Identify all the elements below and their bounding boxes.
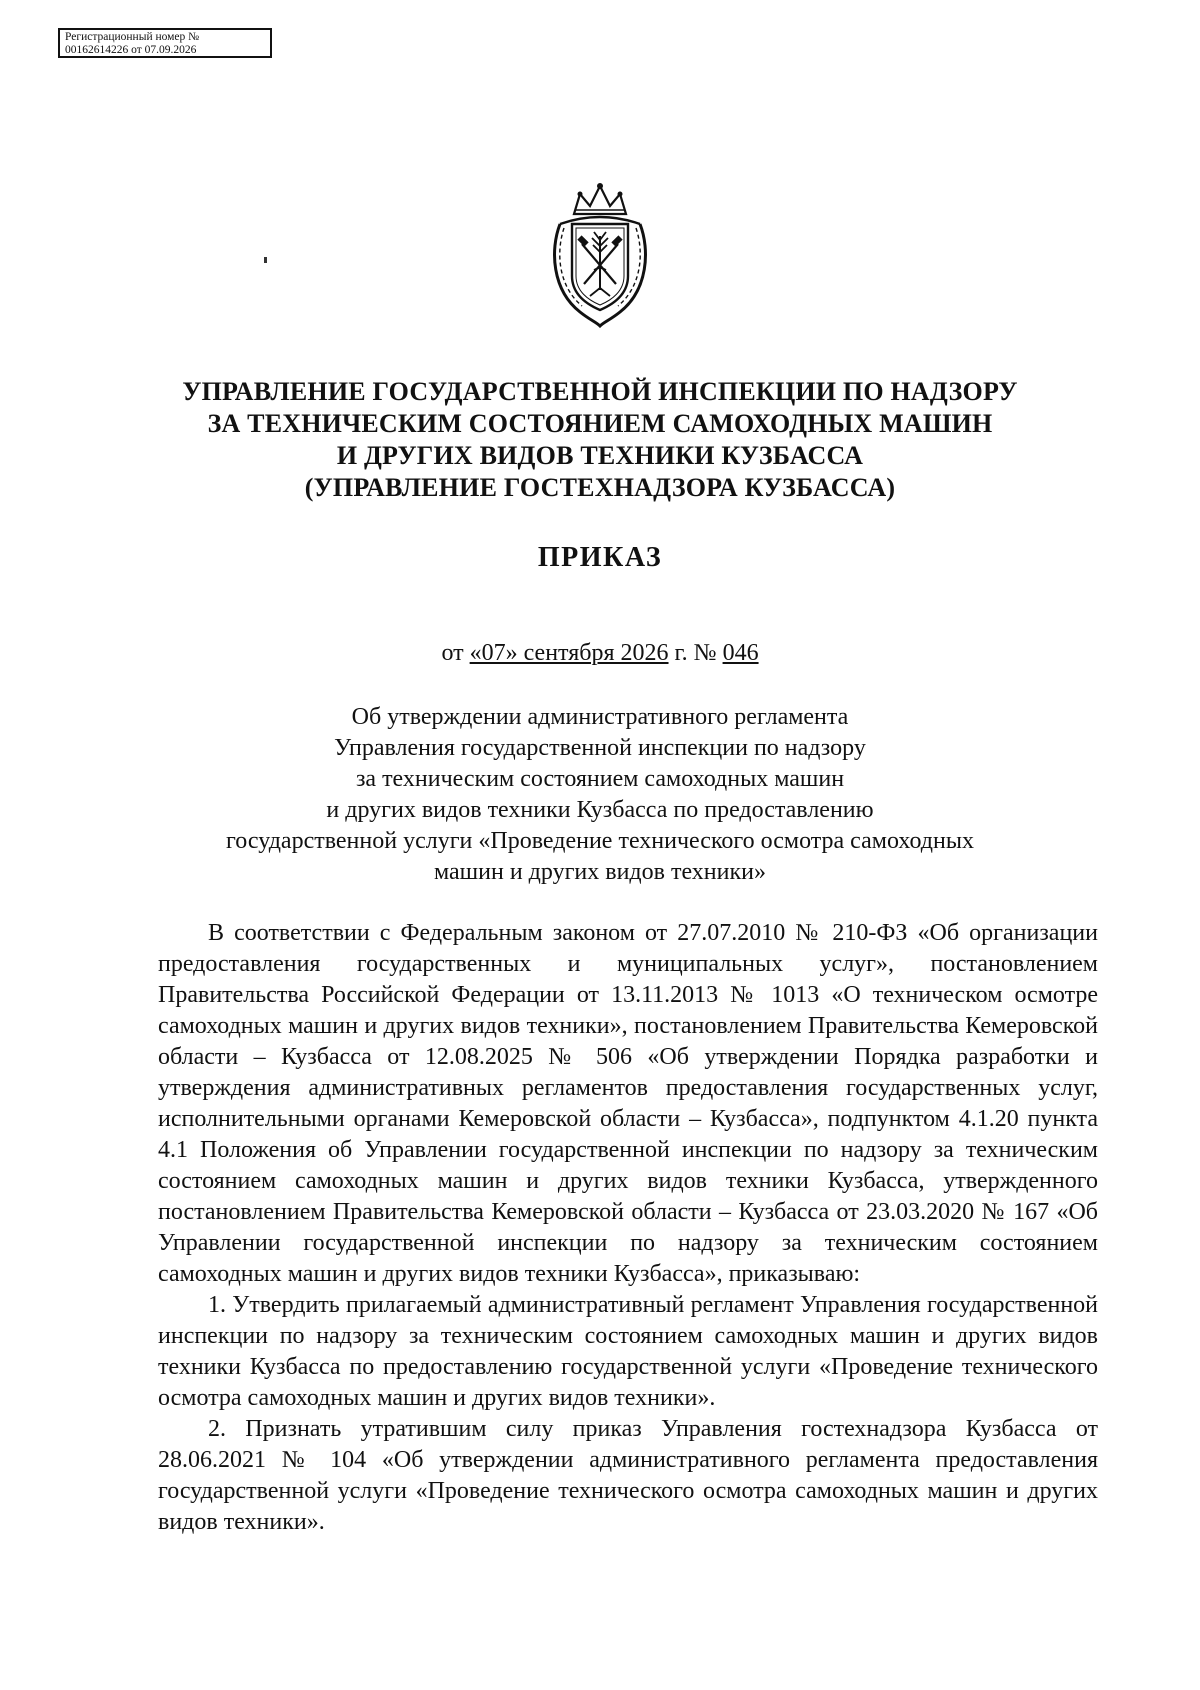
organization-title [100, 376, 1100, 504]
org-line-1: УПРАВЛЕНИЕ ГОСУДАРСТВЕННОЙ ИНСПЕКЦИИ ПО НАДЗОРУ [182, 377, 1018, 406]
order-body [158, 918, 1098, 1538]
order-item-2: 2. Признать утратившим силу приказ Управления гостехнадзора Кузбасса от 28.06.2021 № 104 «Об утверждении административного регламента предоставления государственной услуги «Проведение технического осмотра самоходных машин и других видов техники». [158, 1416, 1098, 1535]
registration-number: 00162614226 от 07.09.2026 [65, 44, 197, 56]
order-date-line [100, 640, 1100, 667]
org-line-4: (УПРАВЛЕНИЕ ГОСТЕХНАДЗОРА КУЗБАССА) [304, 473, 896, 502]
order-date: «07» сентября 2026 [469, 640, 669, 666]
org-line-3: И ДРУГИХ ВИДОВ ТЕХНИКИ КУЗБАССА [336, 441, 864, 470]
org-line-2: ЗА ТЕХНИЧЕСКИМ СОСТОЯНИЕМ САМОХОДНЫХ МАШИН [207, 409, 993, 438]
subject-line-5: государственной услуги «Проведение технического осмотра самоходных [226, 828, 974, 854]
subject-line-6: машин и других видов техники» [433, 859, 766, 885]
order-item-1: 1. Утвердить прилагаемый административный регламент Управления государственной инспекции по надзору за техническим состоянием самоходных машин и других видов техники Кузбасса по предоставлению государственной услуги «Проведение технического осмотра самоходных машин и других видов техники». [158, 1292, 1098, 1411]
scan-speck [264, 257, 267, 263]
order-number: 046 [722, 640, 759, 666]
order-date-prefix: от [441, 640, 464, 666]
order-subject [100, 702, 1100, 888]
subject-line-4: и других видов техники Кузбасса по предоставлению [326, 797, 874, 823]
preamble-paragraph: В соответствии с Федеральным законом от 27.07.2010 № 210-ФЗ «Об организации предоставления государственных и муниципальных услуг», постановлением Правительства Российской Федерации от 13.11.2013 № 1013 «О техническом осмотре самоходных машин и других видов техники», постановлением Правительства Кемеровской области – Кузбасса от 12.08.2025 № 506 «Об утверждении Порядка разработки и утверждения административных регламентов предоставления государственных услуг, исполнительными органами Кемеровской области – Кузбасса», подпунктом 4.1.20 пункта 4.1 Положения об Управлении государственной инспекции по надзору за техническим состоянием самоходных машин и других видов техники Кузбасса, утвержденного постановлением Правительства Кемеровской области – Кузбасса от 23.03.2020 № 167 «Об Управлении государственной инспекции по надзору за техническим состоянием самоходных машин и других видов техники Кузбасса», приказываю: [158, 920, 1098, 1287]
subject-line-3: за техническим состоянием самоходных машин [355, 766, 845, 792]
registration-stamp [58, 28, 272, 58]
registration-label: Регистрационный номер № [65, 31, 200, 43]
document-type: ПРИКАЗ [537, 542, 663, 573]
order-number-prefix: г. № [674, 640, 717, 666]
subject-line-2: Управления государственной инспекции по надзору [334, 735, 866, 761]
kuzbass-coat-of-arms-icon [540, 180, 660, 330]
subject-line-1: Об утверждении административного регламента [351, 704, 849, 730]
